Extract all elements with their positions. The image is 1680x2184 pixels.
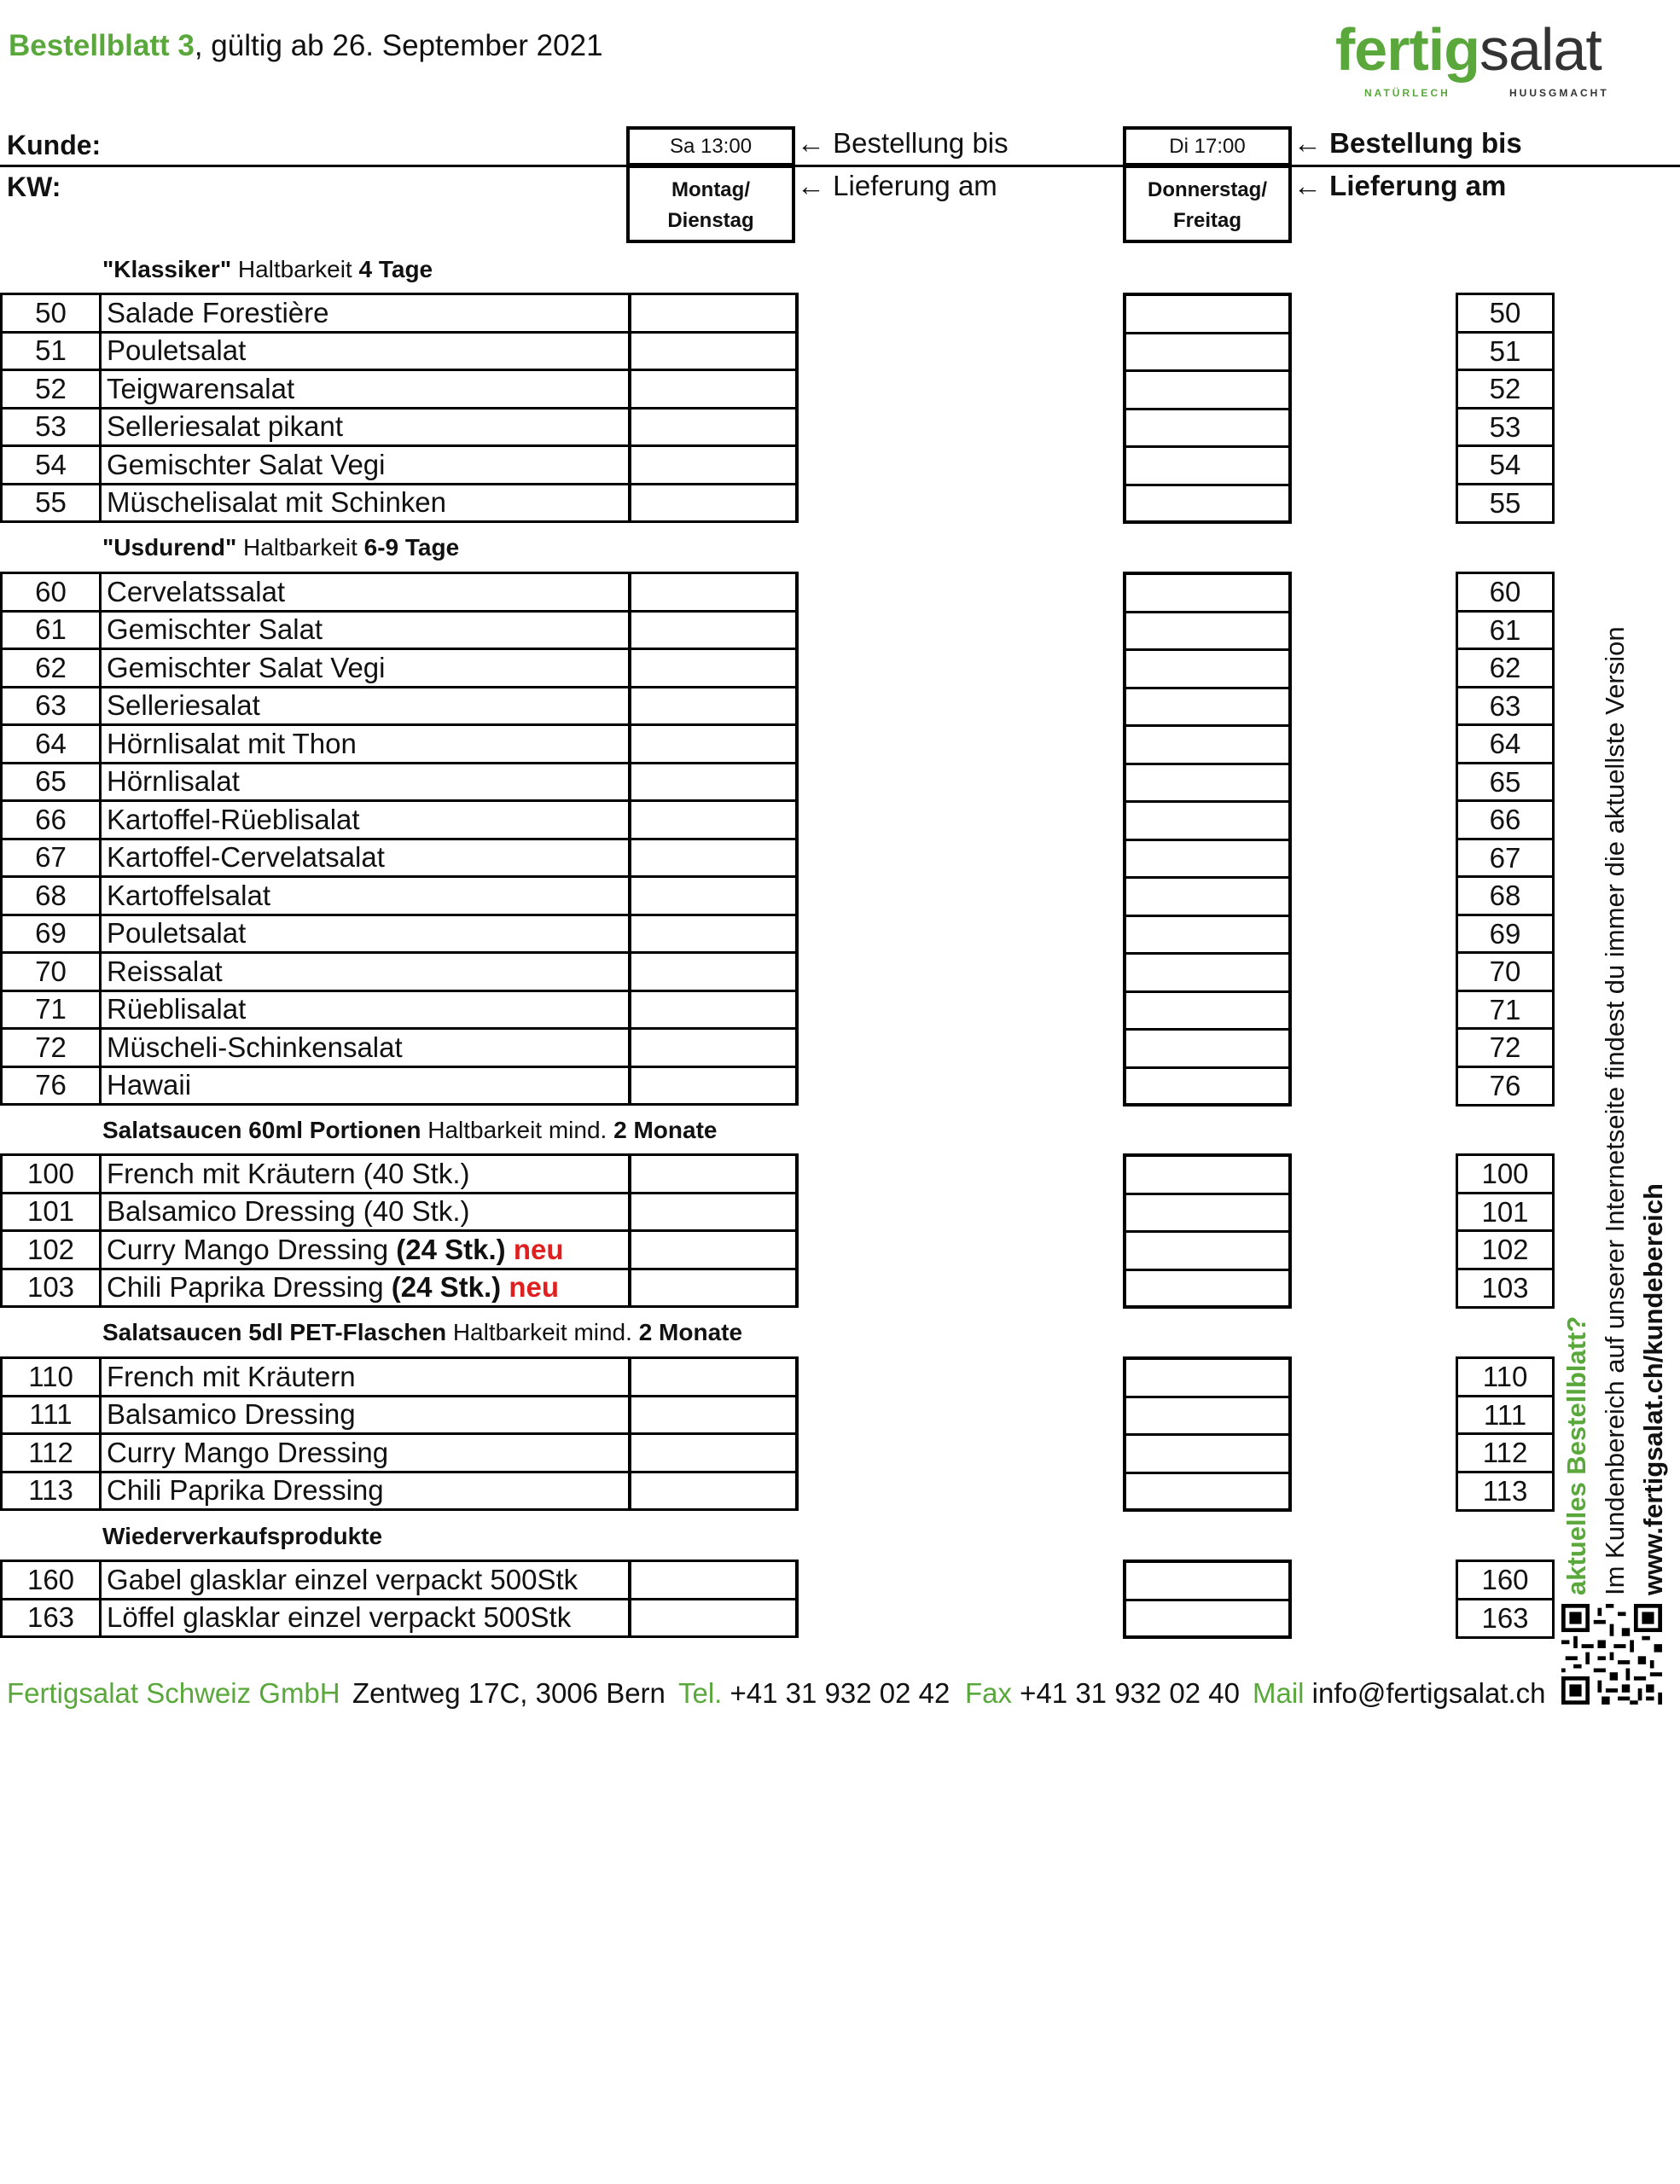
side-info: Im Kundenbereich auf unserer Internetseite findest du immer die aktuellste Version [1600, 626, 1630, 1595]
reference-number: 69 [1458, 916, 1552, 955]
table-row [2, 1599, 797, 1637]
footer-fax [965, 1677, 1240, 1710]
product-number: 55 [2, 484, 101, 522]
slot2-delivery-note: ← Lieferung am [1293, 170, 1507, 201]
quantity-field-slot1[interactable] [630, 990, 797, 1029]
product-number: 60 [2, 573, 101, 612]
quantity-field-slot2[interactable] [1126, 1271, 1288, 1310]
footer-address: Zentweg 17C, 3006 Bern [352, 1677, 666, 1709]
section-title-label: Haltbarkeit [236, 534, 364, 561]
side-heading: aktuelles Bestellblatt? [1561, 1316, 1591, 1595]
section-title-duration: 2 Monate [613, 1117, 718, 1143]
table-row [2, 687, 797, 725]
reference-number: 102 [1458, 1232, 1552, 1270]
product-number: 50 [2, 294, 101, 333]
logo-tagline-left: NATÜRLECH [1364, 87, 1450, 99]
product-name: Löffel glasklar einzel verpackt 500Stk [101, 1599, 630, 1637]
quantity-field-slot1[interactable] [630, 763, 797, 801]
quantity-field-slot2[interactable] [1126, 917, 1288, 956]
product-name: Müscheli-Schinkensalat [101, 1029, 630, 1067]
product-name: Curry Mango Dressing [101, 1434, 630, 1472]
quantity-field-slot1[interactable] [630, 370, 797, 409]
table-row [2, 839, 797, 877]
product-name: Hawaii [101, 1066, 630, 1105]
table-row [2, 573, 797, 612]
table-row [2, 801, 797, 839]
table-row [2, 370, 797, 409]
slot2-order-deadline: Di 17:00 [1123, 126, 1292, 166]
product-name: Hörnlisalat mit Thon [101, 725, 630, 764]
footer-tel-number[interactable]: +41 31 932 02 42 [722, 1677, 950, 1709]
product-name: Gemischter Salat Vegi [101, 446, 630, 485]
section-title-label: Haltbarkeit mind. [421, 1117, 614, 1143]
footer-mail-address[interactable]: info@fertigsalat.ch [1304, 1677, 1546, 1709]
section-title-main: Salatsaucen 5dl PET-Flaschen [102, 1319, 447, 1345]
table-row [2, 725, 797, 764]
reference-number: 61 [1458, 613, 1552, 651]
section-title-main: Salatsaucen 60ml Portionen [102, 1117, 421, 1143]
slot1-order-note: ← Bestellung bis [797, 127, 1009, 159]
page-title [9, 29, 603, 63]
quantity-column-slot2-usdurend [1123, 572, 1292, 1107]
quantity-field-slot1[interactable] [630, 877, 797, 915]
slot2-delivery-line1: Donnerstag/ [1147, 178, 1267, 201]
product-name: Selleriesalat [101, 687, 630, 725]
reference-number: 163 [1481, 1601, 1529, 1634]
quantity-field-slot2[interactable] [1126, 486, 1288, 525]
logo-word-dark: salat [1479, 16, 1602, 83]
product-table-wiederverkauf [0, 1560, 799, 1638]
product-name: Selleriesalat pikant [101, 408, 630, 446]
table-row [2, 408, 797, 446]
quantity-field-slot1[interactable] [630, 1396, 797, 1434]
reference-number: 54 [1458, 447, 1552, 485]
footer-company-name: Fertigsalat Schweiz GmbH [7, 1677, 340, 1709]
quantity-field-slot2[interactable] [1126, 372, 1288, 410]
reference-number: 65 [1458, 764, 1552, 803]
product-number: 61 [2, 611, 101, 649]
reference-numbers-flaschen [1456, 1356, 1555, 1512]
table-row [2, 446, 797, 485]
product-name: French mit Kräutern [101, 1358, 630, 1397]
quantity-field-slot1[interactable] [630, 953, 797, 991]
title-validity: , gültig ab 26. September 2021 [194, 29, 603, 62]
reference-number: 53 [1458, 410, 1552, 448]
quantity-column-slot2-flaschen [1123, 1356, 1292, 1512]
quantity-field-slot2[interactable] [1126, 1601, 1288, 1640]
table-row [2, 1396, 797, 1434]
table-row [2, 1358, 797, 1397]
product-number: 64 [2, 725, 101, 764]
product-name: Gemischter Salat [101, 611, 630, 649]
quantity-field-slot1[interactable] [630, 649, 797, 688]
side-url[interactable]: www.fertigsalat.ch/kundebereich [1638, 1183, 1668, 1595]
table-row [2, 1472, 797, 1510]
product-number: 76 [2, 1066, 101, 1105]
quantity-field-slot2[interactable] [1126, 1398, 1288, 1437]
quantity-field-slot2[interactable] [1126, 993, 1288, 1031]
quantity-field-slot1[interactable] [630, 408, 797, 446]
product-name: Pouletsalat [101, 332, 630, 370]
table-row [2, 1434, 797, 1472]
quantity-field-slot2[interactable] [1126, 1031, 1288, 1069]
section-title-usdurend [102, 534, 459, 561]
quantity-field-slot2[interactable] [1126, 1360, 1288, 1398]
footer-tel [678, 1677, 950, 1710]
slot1-delivery-line2: Dienstag [667, 209, 754, 232]
brand-logo [1335, 16, 1660, 99]
quantity-field-slot2[interactable] [1126, 1069, 1288, 1107]
quantity-field-slot1[interactable] [630, 1269, 797, 1307]
quantity-field-slot1[interactable] [630, 1066, 797, 1105]
section-title-duration: 6-9 Tage [363, 534, 460, 561]
reference-number: 66 [1458, 802, 1552, 840]
reference-number: 63 [1458, 688, 1552, 727]
product-name: Müschelisalat mit Schinken [101, 484, 630, 522]
customer-label: Kunde: [7, 130, 102, 160]
quantity-field-slot1[interactable] [630, 687, 797, 725]
quantity-field-slot1[interactable] [630, 484, 797, 522]
quantity-field-slot1[interactable] [630, 915, 797, 953]
reference-number: 70 [1458, 954, 1552, 992]
quantity-field-slot2[interactable] [1126, 841, 1288, 880]
footer-tel-label: Tel. [678, 1677, 723, 1709]
quantity-field-slot2[interactable] [1126, 448, 1288, 486]
section-title-wiederverkauf [102, 1523, 382, 1550]
title-sheet-number: Bestellblatt 3 [9, 29, 195, 62]
product-name: Chili Paprika Dressing [101, 1472, 630, 1510]
reference-number: 101 [1458, 1194, 1552, 1233]
quantity-field-slot2[interactable] [1126, 410, 1288, 449]
quantity-field-slot1[interactable] [630, 332, 797, 370]
product-name: Cervelatssalat [101, 573, 630, 612]
product-name: Salade Forestière [101, 294, 630, 333]
reference-number: 51 [1458, 334, 1552, 372]
footer-mail-label: Mail [1253, 1677, 1305, 1709]
product-number: 53 [2, 408, 101, 446]
product-name: Kartoffelsalat [101, 877, 630, 915]
quantity-column-slot2-klassiker [1123, 293, 1292, 524]
pack-size: (24 Stk.) [391, 1271, 502, 1304]
product-number: 110 [2, 1358, 101, 1397]
product-number: 63 [2, 687, 101, 725]
table-row [2, 990, 797, 1029]
reference-numbers-usdurend [1456, 572, 1555, 1107]
section-title-main: "Usdurend" [102, 534, 237, 561]
quantity-field-slot2[interactable] [1126, 955, 1288, 993]
product-number: 100 [2, 1155, 101, 1194]
reference-number: 111 [1458, 1397, 1552, 1436]
product-number: 65 [2, 763, 101, 801]
slot1-order-deadline: Sa 13:00 [626, 126, 795, 166]
product-number: 68 [2, 877, 101, 915]
quantity-field-slot2[interactable] [1126, 651, 1288, 689]
quantity-field-slot1[interactable] [630, 1472, 797, 1510]
logo-word-green: fertig [1335, 16, 1479, 83]
reference-number: 103 [1481, 1271, 1529, 1304]
product-name: Curry Mango Dressing (24 Stk.) neu [101, 1231, 630, 1269]
quantity-column-slot2-wiederverkauf [1123, 1560, 1292, 1639]
reference-number: 60 [1458, 574, 1552, 613]
table-row [2, 611, 797, 649]
footer-fax-label: Fax [965, 1677, 1013, 1709]
slot2-delivery-line2: Freitag [1172, 209, 1241, 232]
product-number: 67 [2, 839, 101, 877]
reference-number: 110 [1458, 1359, 1552, 1397]
quantity-field-slot1[interactable] [630, 839, 797, 877]
reference-number: 76 [1489, 1069, 1521, 1101]
table-row [2, 484, 797, 522]
product-name: French mit Kräutern (40 Stk.) [101, 1155, 630, 1194]
quantity-field-slot1[interactable] [630, 1561, 797, 1600]
quantity-field-slot1[interactable] [630, 1434, 797, 1472]
table-row [2, 1066, 797, 1105]
footer-company [7, 1677, 340, 1710]
table-row [2, 1155, 797, 1194]
quantity-field-slot1[interactable] [630, 446, 797, 485]
slot2-order-note: ← Bestellung bis [1293, 127, 1522, 159]
product-number: 160 [2, 1561, 101, 1600]
slot1-delivery-note: ← Lieferung am [797, 170, 997, 201]
quantity-field-slot2[interactable] [1126, 1474, 1288, 1513]
footer-mail [1253, 1677, 1545, 1710]
logo-tagline-right: HUUSGMACHT [1509, 87, 1609, 99]
quantity-field-slot2[interactable] [1126, 765, 1288, 804]
product-name: Reissalat [101, 953, 630, 991]
quantity-field-slot1[interactable] [630, 1358, 797, 1397]
table-row [2, 294, 797, 333]
product-number: 66 [2, 801, 101, 839]
product-number: 62 [2, 649, 101, 688]
table-row [2, 649, 797, 688]
quantity-field-slot2[interactable] [1126, 1563, 1288, 1601]
section-title-main: "Klassiker" [102, 256, 232, 282]
table-row [2, 915, 797, 953]
product-table-portionen [0, 1153, 799, 1308]
product-table-flaschen [0, 1356, 799, 1511]
product-number: 52 [2, 370, 101, 409]
section-title-portionen [102, 1117, 717, 1144]
quantity-field-slot1[interactable] [630, 611, 797, 649]
product-number: 112 [2, 1434, 101, 1472]
slot2-delivery-days [1123, 165, 1292, 243]
product-name: Gemischter Salat Vegi [101, 649, 630, 688]
slot1-delivery-line1: Montag/ [671, 178, 750, 201]
quantity-field-slot2[interactable] [1126, 1195, 1288, 1234]
product-name: Teigwarensalat [101, 370, 630, 409]
quantity-field-slot2[interactable] [1126, 613, 1288, 652]
quantity-field-slot2[interactable] [1126, 727, 1288, 765]
reference-number: 62 [1458, 650, 1552, 688]
quantity-field-slot1[interactable] [630, 1029, 797, 1067]
product-number: 71 [2, 990, 101, 1029]
product-number: 111 [2, 1396, 101, 1434]
product-number: 54 [2, 446, 101, 485]
reference-number: 64 [1458, 726, 1552, 764]
product-name: Kartoffel-Cervelatsalat [101, 839, 630, 877]
product-name: Hörnlisalat [101, 763, 630, 801]
product-table-usdurend [0, 572, 799, 1106]
section-title-main: Wiederverkaufsprodukte [102, 1523, 383, 1549]
reference-numbers-portionen [1456, 1153, 1555, 1309]
quantity-field-slot1[interactable] [630, 725, 797, 764]
table-row [2, 332, 797, 370]
quantity-field-slot2[interactable] [1126, 575, 1288, 613]
quantity-field-slot2[interactable] [1126, 296, 1288, 334]
header-divider [0, 165, 1680, 167]
product-name: Chili Paprika Dressing (24 Stk.) neu [101, 1269, 630, 1307]
table-row [2, 1561, 797, 1600]
reference-number: 52 [1458, 371, 1552, 410]
reference-number: 50 [1458, 295, 1552, 334]
product-number: 102 [2, 1231, 101, 1269]
quantity-field-slot1[interactable] [630, 801, 797, 839]
table-row [2, 1231, 797, 1269]
product-number: 51 [2, 332, 101, 370]
pack-size: (24 Stk.) [396, 1233, 506, 1265]
reference-number: 67 [1458, 840, 1552, 879]
section-title-klassiker [102, 256, 433, 283]
section-title-flaschen [102, 1319, 742, 1346]
section-title-duration: 2 Monate [638, 1319, 743, 1345]
quantity-field-slot1[interactable] [630, 1193, 797, 1231]
product-number: 69 [2, 915, 101, 953]
product-name: Gabel glasklar einzel verpackt 500Stk [101, 1561, 630, 1600]
quantity-field-slot2[interactable] [1126, 803, 1288, 841]
product-name: Balsamico Dressing [101, 1396, 630, 1434]
week-label: KW: [7, 171, 61, 202]
table-row [2, 763, 797, 801]
quantity-column-slot2-portionen [1123, 1153, 1292, 1309]
quantity-field-slot2[interactable] [1126, 689, 1288, 728]
quantity-field-slot2[interactable] [1126, 879, 1288, 917]
new-badge: neu [501, 1271, 560, 1304]
section-title-label: Haltbarkeit [231, 256, 359, 282]
reference-number: 55 [1489, 486, 1521, 519]
product-number: 72 [2, 1029, 101, 1067]
quantity-field-slot1[interactable] [630, 1599, 797, 1637]
qr-code[interactable] [1561, 1604, 1662, 1705]
footer-fax-number: +41 31 932 02 40 [1012, 1677, 1241, 1709]
quantity-field-slot2[interactable] [1126, 1157, 1288, 1195]
reference-number: 113 [1482, 1474, 1528, 1507]
quantity-field-slot2[interactable] [1126, 334, 1288, 373]
product-number: 163 [2, 1599, 101, 1637]
quantity-field-slot1[interactable] [630, 1231, 797, 1269]
reference-number: 71 [1458, 992, 1552, 1031]
product-number: 113 [2, 1472, 101, 1510]
section-title-label: Haltbarkeit mind. [446, 1319, 639, 1345]
product-number: 103 [2, 1269, 101, 1307]
product-number: 70 [2, 953, 101, 991]
reference-numbers-klassiker [1456, 293, 1555, 524]
product-name: Kartoffel-Rüeblisalat [101, 801, 630, 839]
product-number: 101 [2, 1193, 101, 1231]
section-title-duration: 4 Tage [358, 256, 433, 282]
quantity-field-slot1[interactable] [630, 294, 797, 333]
table-row [2, 877, 797, 915]
reference-number: 68 [1458, 878, 1552, 916]
quantity-field-slot1[interactable] [630, 573, 797, 612]
quantity-field-slot1[interactable] [630, 1155, 797, 1194]
slot1-delivery-days [626, 165, 795, 243]
product-table-klassiker [0, 293, 799, 523]
quantity-field-slot2[interactable] [1126, 1436, 1288, 1474]
reference-number: 160 [1458, 1562, 1552, 1600]
product-name: Rüeblisalat [101, 990, 630, 1029]
reference-number: 100 [1458, 1156, 1552, 1194]
table-row [2, 1269, 797, 1307]
reference-numbers-wiederverkauf [1456, 1560, 1555, 1639]
product-name: Pouletsalat [101, 915, 630, 953]
reference-number: 112 [1458, 1435, 1552, 1473]
quantity-field-slot2[interactable] [1126, 1233, 1288, 1271]
table-row [2, 1193, 797, 1231]
reference-number: 72 [1458, 1030, 1552, 1068]
table-row [2, 953, 797, 991]
new-badge: neu [505, 1233, 564, 1265]
table-row [2, 1029, 797, 1067]
product-name: Balsamico Dressing (40 Stk.) [101, 1193, 630, 1231]
